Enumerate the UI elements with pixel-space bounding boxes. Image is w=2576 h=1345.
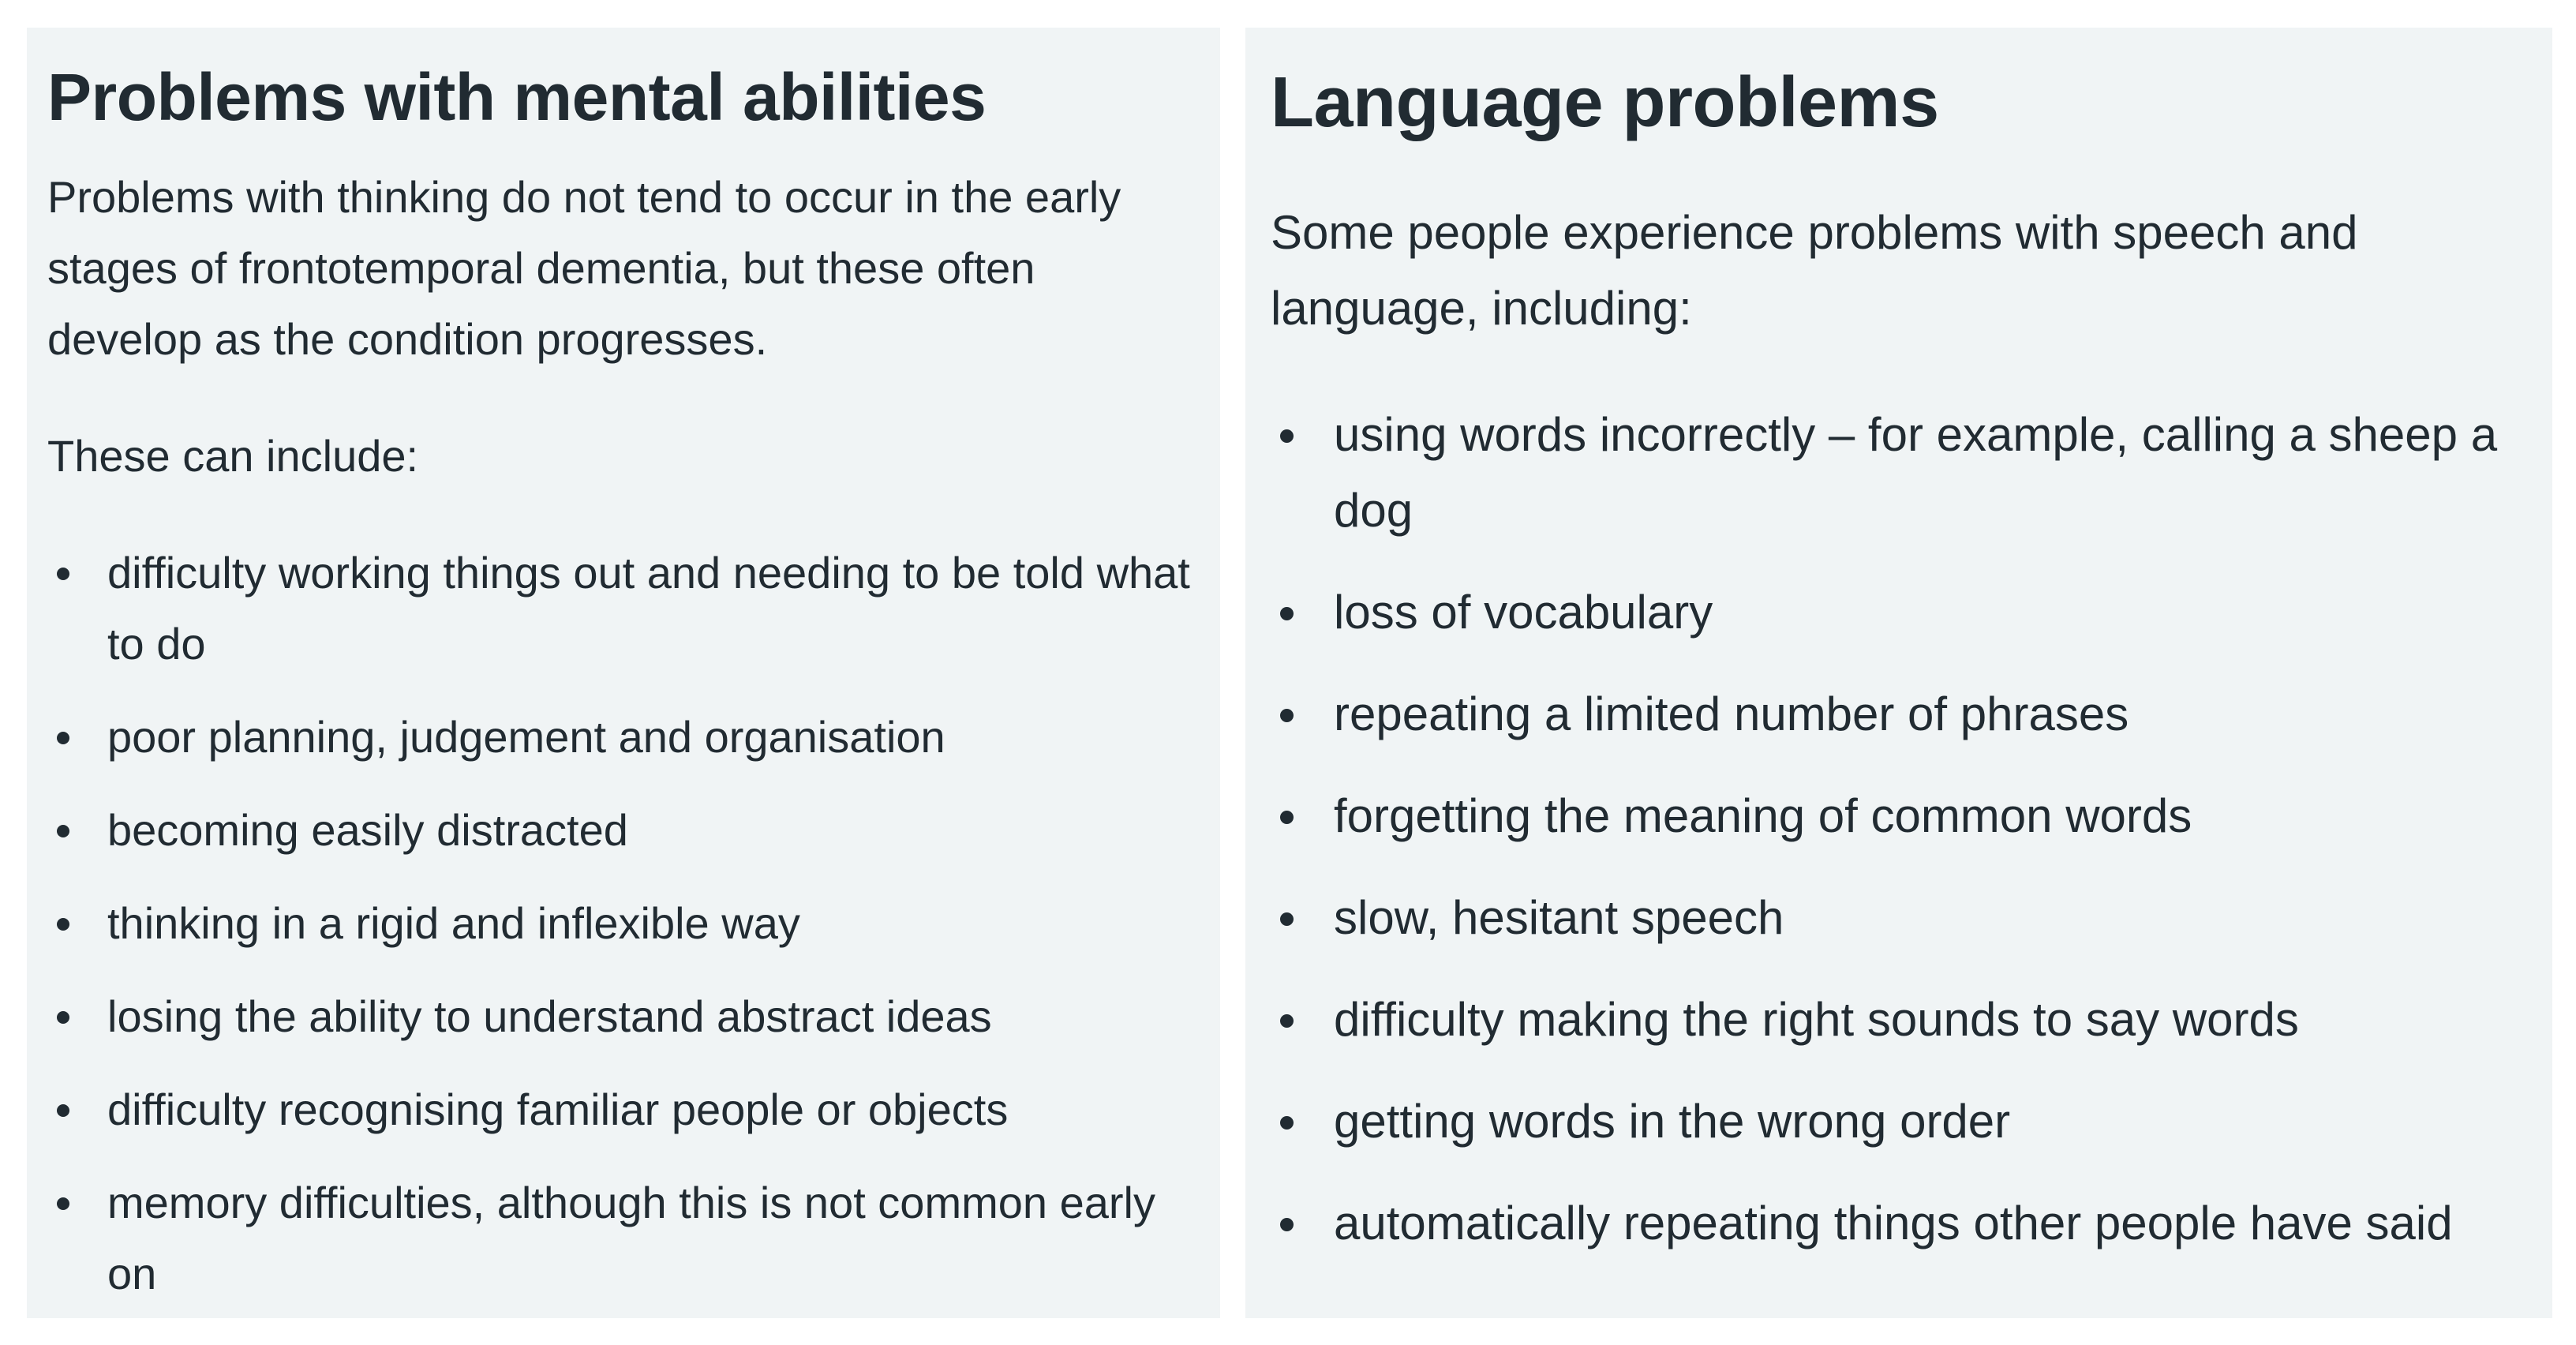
- mental-abilities-list: [47, 538, 1200, 1309]
- list-item: difficulty making the right sounds to say words: [1271, 982, 2529, 1058]
- list-item: memory difficulties, although this is not common early on: [47, 1167, 1200, 1309]
- language-problems-list: [1271, 397, 2529, 1261]
- list-item: loss of vocabulary: [1271, 575, 2529, 650]
- mental-abilities-intro: Problems with thinking do not tend to occur in the early stages of frontotemporal dementia, but these often develop as the condition progresses.: [47, 172, 1121, 364]
- list-item: thinking in a rigid and inflexible way: [47, 888, 1200, 959]
- list-item: difficulty working things out and needing to be told what to do: [47, 538, 1200, 680]
- list-item: using words incorrectly – for example, calling a sheep a dog: [1271, 397, 2529, 549]
- list-item: automatically repeating things other people have said: [1271, 1186, 2529, 1261]
- list-item: losing the ability to understand abstract ideas: [47, 981, 1200, 1052]
- list-item: difficulty recognising familiar people or objects: [47, 1074, 1200, 1145]
- language-problems-intro: Some people experience problems with speech and language, including:: [1271, 206, 2358, 335]
- mental-abilities-heading: Problems with mental abilities: [47, 60, 987, 134]
- mental-abilities-lead: These can include:: [47, 431, 419, 481]
- language-problems-heading: Language problems: [1271, 63, 1939, 142]
- list-item: becoming easily distracted: [47, 795, 1200, 866]
- list-item: getting words in the wrong order: [1271, 1084, 2529, 1160]
- list-item: slow, hesitant speech: [1271, 880, 2529, 956]
- list-item: poor planning, judgement and organisation: [47, 702, 1200, 773]
- mental-abilities-panel: [27, 28, 1220, 1318]
- list-item: forgetting the meaning of common words: [1271, 778, 2529, 854]
- list-item: repeating a limited number of phrases: [1271, 676, 2529, 752]
- language-problems-panel: [1245, 28, 2552, 1318]
